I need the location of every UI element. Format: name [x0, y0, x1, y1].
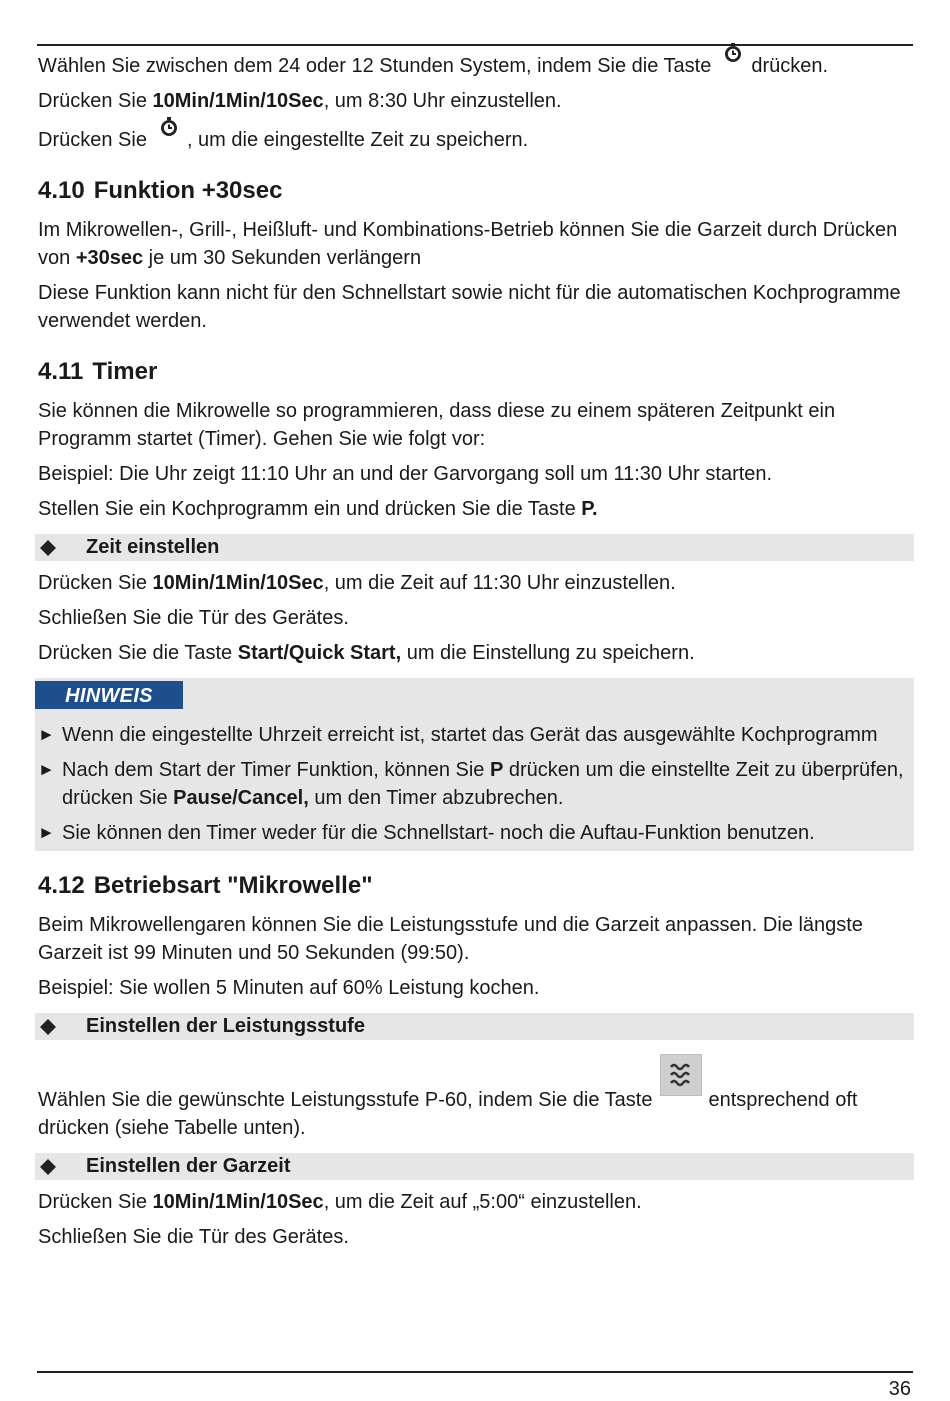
paragraph: Wählen Sie zwischen dem 24 oder 12 Stunden System, indem Sie die Taste drücken.: [38, 52, 914, 80]
paragraph: Diese Funktion kann nicht für den Schnellstart sowie nicht für die automatischen Kochprogramme verwendet werden.: [38, 282, 901, 332]
note-box: [35, 678, 914, 851]
paragraph: Drücken Sie 10Min/1Min/10Sec, um die Zeit auf 11:30 Uhr einzustellen.: [38, 572, 676, 594]
section-heading: 4.10 Funktion +30sec: [38, 177, 283, 204]
paragraph: Drücken Sie , um die eingestellte Zeit zu speichern.: [38, 126, 914, 154]
paragraph: Beispiel: Sie wollen 5 Minuten auf 60% Leistung kochen.: [38, 977, 540, 999]
page-content: [38, 52, 914, 1251]
paragraph: Drücken Sie die Taste Start/Quick Start, um die Einstellung zu speichern.: [38, 642, 695, 664]
section-heading: 4.12 Betriebsart "Mikrowelle": [38, 872, 373, 899]
subsection-bar: Einstellen der Leistungsstufe: [35, 1013, 914, 1040]
paragraph: Im Mikrowellen-, Grill-, Heißluft- und Kombinations-Betrieb können Sie die Garzeit durch Drücken von +30sec je um 30 Sekunden verlängern: [38, 219, 898, 269]
paragraph: Drücken Sie 10Min/1Min/10Sec, um 8:30 Uhr einzustellen.: [38, 90, 562, 112]
paragraph: Sie können die Mikrowelle so programmieren, dass diese zu einem späteren Zeitpunkt ein Programm startet (Timer). Gehen Sie wie folgt vor:: [38, 400, 836, 450]
diamond-bullet-icon: [39, 1158, 57, 1176]
footer-rule: [37, 1371, 913, 1373]
diamond-bullet-icon: [39, 539, 57, 557]
diamond-bullet-icon: [39, 1018, 57, 1036]
paragraph: Beispiel: Die Uhr zeigt 11:10 Uhr an und der Garvorgang soll um 11:30 Uhr starten.: [38, 463, 773, 485]
microwave-wave-icon: [660, 1054, 702, 1096]
paragraph: Stellen Sie ein Kochprogramm ein und drücken Sie die Taste P.: [38, 498, 598, 520]
subsection-bar: Zeit einstellen: [35, 534, 914, 561]
paragraph: Drücken Sie 10Min/1Min/10Sec, um die Zeit auf „5:00“ einzustellen.: [38, 1191, 642, 1213]
paragraph: Schließen Sie die Tür des Gerätes.: [38, 607, 349, 629]
paragraph: Schließen Sie die Tür des Gerätes.: [38, 1226, 349, 1248]
arrow-bullet-icon: ►: [38, 725, 55, 744]
paragraph: Beim Mikrowellengaren können Sie die Leistungsstufe und die Garzeit anpassen. Die längste Garzeit ist 99 Minuten und 50 Sekunden (99:50).: [38, 914, 863, 964]
arrow-bullet-icon: ►: [38, 760, 55, 779]
subsection-bar: Einstellen der Garzeit: [35, 1153, 914, 1180]
header-rule: [37, 44, 913, 46]
list-item: ► Wenn die eingestellte Uhrzeit erreicht ist, startet das Gerät das ausgewählte Kochprogramm: [38, 721, 914, 749]
clock-icon: [723, 42, 743, 64]
note-list: [35, 721, 914, 847]
section-heading: 4.11 Timer: [38, 358, 158, 385]
note-badge: HINWEIS: [35, 681, 183, 709]
clock-icon: [159, 116, 179, 138]
list-item: ► Nach dem Start der Timer Funktion, können Sie P drücken um die einstellte Zeit zu überprüfen, drücken Sie Pause/Cancel, um den Timer abzubrechen.: [38, 756, 914, 812]
page-number: 36: [888, 1378, 911, 1400]
paragraph: Wählen Sie die gewünschte Leistungsstufe P-60, indem Sie die Taste entsprechend oft drücken (siehe Tabelle unten).: [38, 1068, 914, 1142]
list-item: ► Sie können den Timer weder für die Schnellstart- noch die Auftau-Funktion benutzen.: [38, 819, 914, 847]
arrow-bullet-icon: ►: [38, 823, 55, 842]
